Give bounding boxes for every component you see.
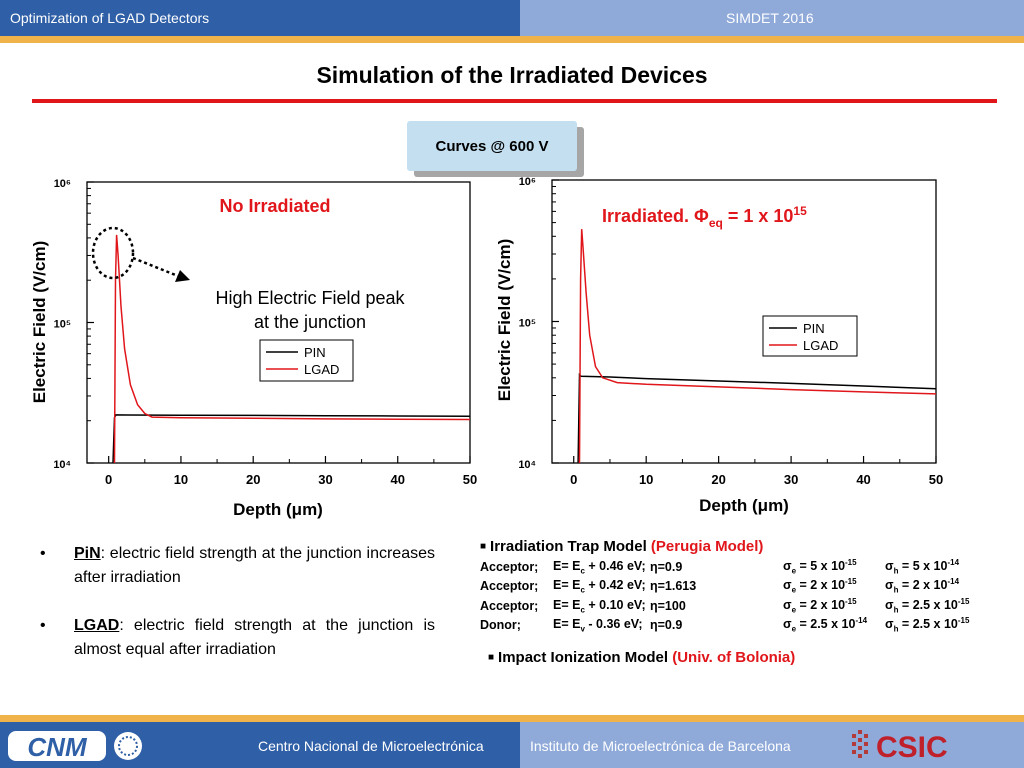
annotation-line-1: High Electric Field peak [215, 288, 405, 308]
bullet-text [74, 614, 435, 662]
impact-model-heading: ■ Impact Ionization Model (Univ. of Bolonia) [488, 649, 796, 666]
trap-row [480, 557, 969, 577]
chart-no-irradiated [0, 170, 510, 525]
trap-type: Donor; [480, 618, 521, 633]
trap-sigma-e: $\sigma_e = 2$ x $10^{-15}$ [783, 577, 857, 596]
y-tick-label: 10⁴ [53, 459, 71, 471]
header-left-title: Optimization of LGAD Detectors [10, 10, 210, 26]
curves-label: Curves @ 600 V [407, 121, 577, 171]
x-tick-label: 50 [928, 472, 944, 487]
trap-eta: η=1.613 [650, 579, 697, 594]
annotation-line-2: at the junction [253, 312, 367, 332]
chart-irradiated [490, 168, 1010, 523]
csic-emblem-icon [852, 730, 868, 758]
chart2-legend-lgad: LGAD [803, 338, 839, 353]
trap-row [480, 596, 969, 616]
trap-sigma-h: $\sigma_h = 2.5$ x $10^{-15}$ [885, 596, 970, 615]
annotation-arrow [133, 258, 178, 276]
chart2-legend-pin: PIN [803, 321, 825, 336]
chart1-legend-pin: PIN [304, 345, 326, 360]
csic-logo [848, 728, 980, 764]
chart1-ylabel: Electric Field (V/cm) [30, 240, 49, 404]
x-tick-label: 40 [390, 472, 405, 487]
trap-sigma-h: $\sigma_h = 2$ x $10^{-14}$ [885, 577, 960, 596]
bullet-term: LGAD [74, 617, 120, 634]
bullet-dot: • [40, 617, 46, 634]
chart1-legend-lgad: LGAD [304, 362, 340, 377]
bullet-item [40, 542, 435, 590]
bullet-description: : electric field strength at the junction increases after irradiation [74, 545, 435, 586]
x-tick-label: 30 [318, 472, 333, 487]
trap-type: Acceptor; [480, 579, 539, 594]
y-tick-label: 10⁴ [518, 459, 536, 471]
trap-energy: $E= E_c + 0.42$ eV; [553, 578, 646, 595]
peak-highlight-circle [93, 228, 133, 278]
chart1-title: No Irradiated [219, 196, 331, 216]
x-tick-label: 10 [638, 472, 654, 487]
trap-sigma-e: $\sigma_e = 5$ x $10^{-15}$ [783, 557, 857, 576]
y-tick-label: 10⁵ [53, 318, 71, 331]
header-right-title: SIMDET 2016 [726, 10, 814, 26]
x-tick-label: 30 [783, 472, 799, 487]
trap-eta: η=100 [650, 598, 686, 613]
bullet-dot: • [40, 545, 46, 562]
trap-energy: $E= E_c + 0.10$ eV; [553, 597, 646, 614]
csic-logo-text: CSIC [876, 731, 948, 764]
header-stripe [0, 36, 1024, 43]
trap-model-heading: ■ Irradiation Trap Model (Perugia Model) [480, 538, 764, 555]
x-tick-label: 0 [105, 472, 113, 487]
y-tick-label: 10⁵ [518, 317, 536, 330]
trap-sigma-e: $\sigma_e = 2.5$ x $10^{-14}$ [783, 616, 868, 635]
y-tick-label: 10⁶ [53, 178, 71, 190]
model-panel [480, 538, 1000, 666]
chart2-ylabel: Electric Field (V/cm) [495, 238, 514, 402]
x-tick-label: 20 [245, 472, 261, 487]
trap-sigma-h: $\sigma_h = 2.5$ x $10^{-15}$ [885, 616, 970, 635]
trap-energy: $E= E_c + 0.46$ eV; [553, 558, 646, 575]
bullet-text [74, 542, 435, 590]
chart1-xlabel: Depth (μm) [233, 500, 323, 519]
footer-right-text: Instituto de Microelectrónica de Barcelona [530, 738, 791, 754]
x-tick-label: 50 [462, 472, 478, 487]
cnm-logo [8, 728, 148, 764]
trap-sigma-e: $\sigma_e = 2$ x $10^{-15}$ [783, 596, 857, 615]
footer-left-text: Centro Nacional de Microelectrónica [258, 738, 484, 754]
cnm-logo-text: CNM [27, 732, 87, 762]
chart2-series-lgad [580, 229, 937, 463]
annotation-arrowhead [175, 270, 190, 282]
trap-eta: η=0.9 [650, 618, 683, 633]
bullet-item [40, 614, 435, 662]
title-divider [32, 99, 997, 103]
bullet-list [40, 542, 435, 686]
trap-energy: $E= E_v - 0.36$ eV; [553, 617, 643, 634]
x-tick-label: 40 [856, 472, 871, 487]
x-tick-label: 0 [570, 472, 578, 487]
trap-sigma-h: $\sigma_h = 5$ x $10^{-14}$ [885, 557, 960, 576]
chart2-xlabel: Depth (μm) [699, 496, 789, 515]
trap-model-table [480, 557, 969, 635]
trap-row [480, 616, 969, 636]
trap-type: Acceptor; [480, 559, 539, 574]
slide-title: Simulation of the Irradiated Devices [316, 62, 708, 88]
x-tick-label: 10 [173, 472, 189, 487]
chart2-title: Irradiated. $\Phi_{eq} = 1$ x $10^{15}$ [602, 204, 807, 230]
trap-row [480, 577, 969, 597]
y-tick-label: 10⁶ [518, 176, 536, 188]
chart1-series-pin [113, 415, 470, 463]
bullet-term: PiN [74, 545, 101, 562]
bullet-description: : electric field strength at the junction is almost equal after irradiation [74, 617, 435, 658]
x-tick-label: 20 [711, 472, 726, 487]
footer-stripe [0, 715, 1024, 722]
trap-eta: η=0.9 [650, 559, 683, 574]
trap-type: Acceptor; [480, 598, 539, 613]
